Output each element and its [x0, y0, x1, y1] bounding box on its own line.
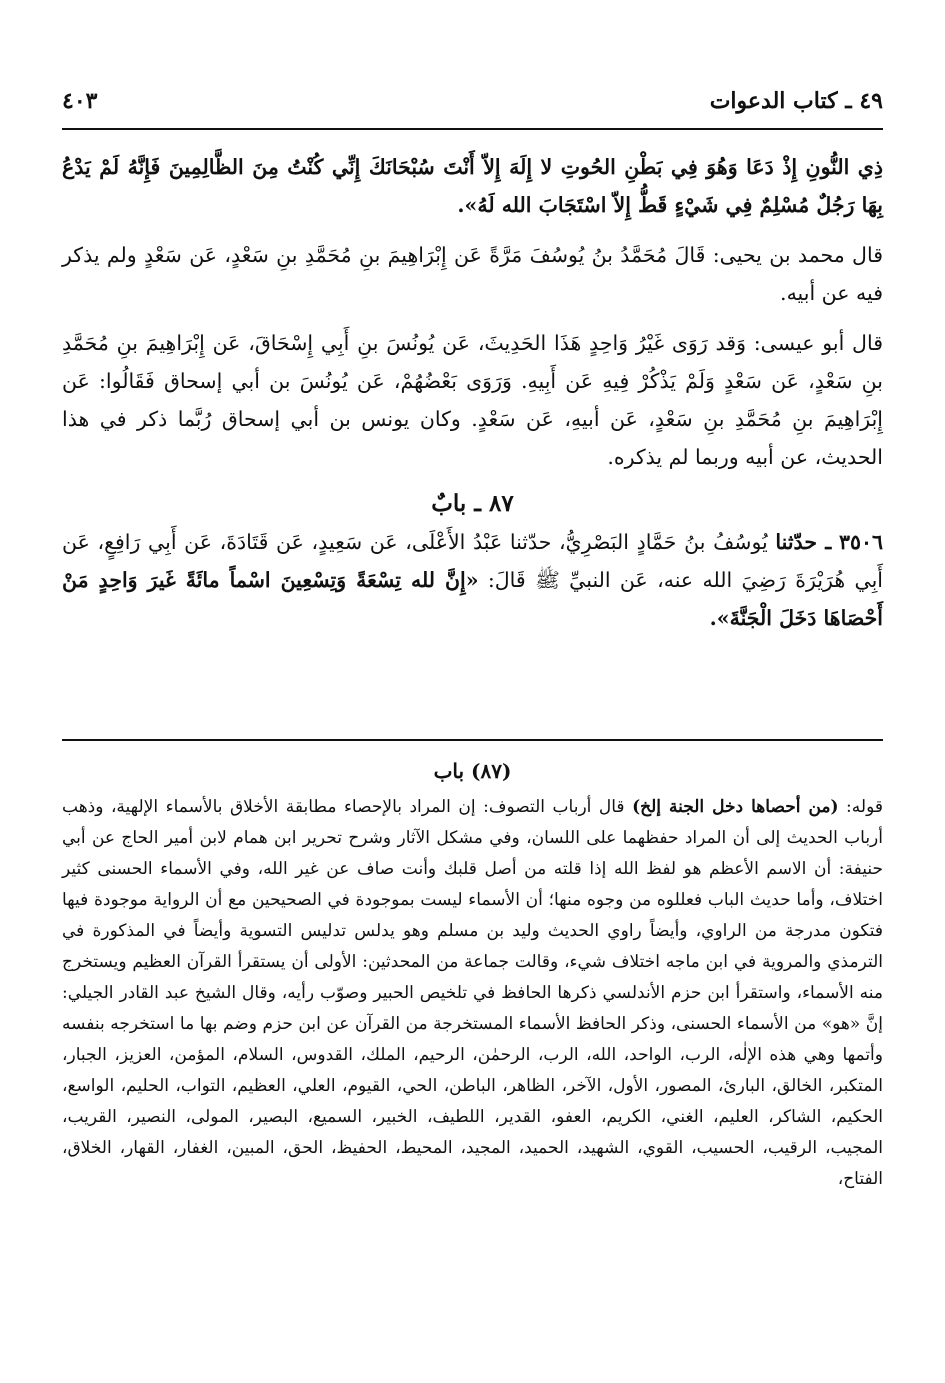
commentary-paragraph-1: قال محمد بن يحيى: قَالَ مُحَمَّدُ بنُ يُوسُفَ مَرَّةً عَن إِبْرَاهِيمَ بنِ مُحَمَّدِ بنِ سَعْدٍ، عَن سَعْدٍ ولم يذكر فيه عن أبيه.: [62, 243, 883, 305]
chapter-heading: ٨٧ ـ بابٌ: [431, 490, 514, 517]
commentary-paragraph-2: قال أبو عيسى: وَقد رَوَى غَيْرُ وَاحِدٍ هَذَا الحَدِيثَ، عَن يُونُسَ بنِ أَبِي إِسْحَاقَ، عَن إِبْرَاهِيمَ بنِ مُحَمَّدِ بنِ سَعْدٍ، عَن سَعْدٍ وَلَمْ يَذْكُرْ فِيهِ عَن أَبِيهِ. وَرَوَى بَعْضُهُمْ، عَن يُونُسَ بن أبي إسحاق فَقَالُوا: عَن إِبْرَاهِيمَ بنِ مُحَمَّدِ بنِ سَعْدٍ، عَن أبيهِ، عَن سَعْدٍ. وكان يونس بن أبي إسحاق رُبَّما ذكر في هذا الحديث، عن أبيه وربما لم يذكره.: [62, 331, 883, 469]
note-body: قال أرباب التصوف: إن المراد بالإحصاء مطابقة الأخلاق بالأسماء الإلهية، وذهب أرباب الحديث إلى أن المراد حفظهما على اللسان، وفي مشكل الآثار وشرح تحرير ابن همام لابن أمير الحاج عن أبي حنيفة: أن الاسم الأعظم هو لفظ الله إذا قلته من أصل قلبك وأنت صاف عن غير الله، وفي الأسماء الحسنى كثير اختلاف، وأما حديث الباب فعللوه من وجوه منها؛ أن الأسماء ليست بموجودة في الصحيحين مع أن الرواية موجودة فيها فتكون مدرجة من الراوي، وأيضاً راوي الحديث وليد بن مسلم وهو يدلس تدليس التسوية وأيضاً في المذكورة في الترمذي والمروية في ابن ماجه اختلاف شيء، وقالت جماعة من المحدثين: الأولى أن يستقرأ القرآن العظيم ويستخرج منه الأسماء، واستقرأ ابن حزم الأندلسي ذكرها الحافظ في تلخيص الحبير وصوّب رأيه، وقال الشيخ عبد القادر الجيلي: إنَّ «هو» من الأسماء الحسنى، وذكر الحافظ الأسماء المستخرجة من القرآن عن ابن حزم وضم بها ما استخرجه بنفسه وأتمها وهي هذه الإلٰه، الرب، الواحد، الله، الرب، الرحمٰن، الرحيم، الملك، القدوس، السلام، المؤمن، العزيز، الجبار، المتكبر، الخالق، البارئ، المصور، الأول، الآخر، الظاهر، الباطن، الحي، القيوم، العلي، العظيم، التواب، الحليم، الواسع، الحكيم، الشاكر، العليم، الغني، الكريم، العفو، القدير، اللطيف، الخبير، السميع، البصير، المولى، النصير، القريب، المجيب، الرقيب، الحسيب، القوي، الشهيد، الحميد، المجيد، المحيط، الحفيظ، الحق، المبين، الغفار، القهار، الخلاق، الفتاح،: [62, 797, 884, 1189]
header-divider: [62, 128, 883, 130]
page-header: [62, 88, 883, 128]
hadith-continuation: ذِي النُّونِ إِذْ دَعَا وَهُوَ فِي بَطْنِ الحُوتِ لا إِلَهَ إِلاّ أَنْتَ سُبْحَانَكَ إِنِّي كُنْتُ مِنَ الظَّالِمِينَ فَإِنَّهُ لَمْ يَدْعُ بِهَا رَجُلٌ مُسْلِمٌ فِي شَيْءٍ قَطُّ إِلاّ اسْتَجَابَ الله لَهُ».: [62, 155, 883, 217]
note-quote: (من أحصاها دخل الجنة إلخ): [632, 797, 839, 817]
footnotes: [62, 754, 883, 1195]
notes-title: (٨٧) باب: [433, 759, 512, 783]
hadith-number: ٣٥٠٦: [838, 530, 883, 554]
note-lead: قوله:: [838, 797, 883, 817]
page-number: ٤٠٣: [62, 88, 98, 114]
main-text: [62, 148, 883, 637]
footnote-divider: [62, 739, 883, 741]
hadith-text: «إِنَّ لله تِسْعَةً وَتِسْعِينَ اسْماً مائَةً غَيرَ وَاحِدٍ مَنْ أَحْصَاهَا دَخَلَ الْجَنَّةَ».: [62, 568, 883, 630]
note-paragraph: [62, 792, 883, 1195]
hadith-entry: ٣٥٠٦ ـ حدّثنا يُوسُفُ بنُ حَمَّادٍ البَصْرِيُّ، حدّثنا عَبْدُ الأَعْلَى، عَن سَعِيدٍ، عَن قَتَادَةَ، عَن أَبِي رَافِعٍ، عَن أَبِي هُرَيْرَةَ رَضِيَ الله عنه، عَن النبيِّ ﷺ قَالَ: «إِنَّ لله تِسْعَةً وَتِسْعِينَ اسْماً مائَةً غَيرَ وَاحِدٍ مَنْ أَحْصَاهَا دَخَلَ الْجَنَّةَ».: [62, 530, 884, 630]
hadith-chain: يُوسُفُ بنُ حَمَّادٍ البَصْرِيُّ، حدّثنا عَبْدُ الأَعْلَى، عَن سَعِيدٍ، عَن قَتَادَةَ، عَن أَبِي رَافِعٍ، عَن أَبِي هُرَيْرَةَ رَضِيَ الله عنه، عَن النبيِّ ﷺ قَالَ:: [62, 530, 884, 592]
running-title: ٤٩ ـ كتاب الدعوات: [709, 88, 883, 114]
hadith-lead: حدّثنا: [775, 530, 817, 554]
